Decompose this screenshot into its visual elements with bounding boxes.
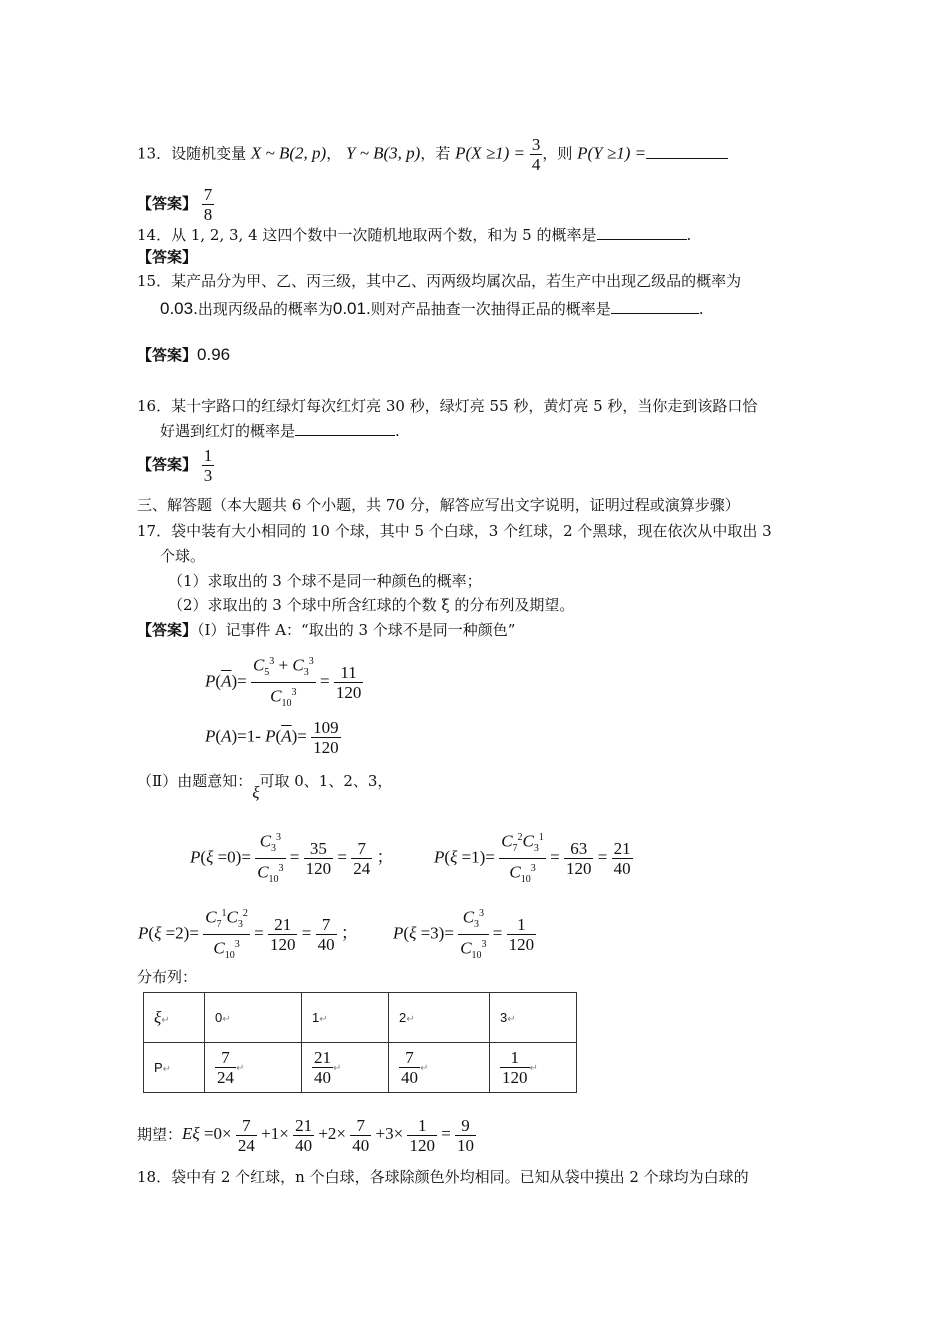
section-heading: 三、解答题（本大题共 6 个小题，共 70 分，解答应写出文字说明，证明过程或演算步骤） <box>137 496 740 514</box>
answer-blank <box>295 421 395 436</box>
formula-p0: P(ξ =0)= $\frac{C_3^3}{C_{10}^3}$ = $\frac{35}{120}$ = $\frac{7}{24}$ ； <box>190 828 393 889</box>
answer-blank <box>611 299 699 314</box>
table-cell: 2↵ <box>389 993 490 1043</box>
q14-answer: 【答案】 <box>137 248 198 266</box>
formula-p1: P(ξ =1)= $\frac{C_7^2C_3^1}{C_{10}^3}$ = $\frac{63}{120}$ = $\frac{21}{40}$ <box>434 828 633 889</box>
table-cell: 3↵ <box>490 993 577 1043</box>
table-cell: $\frac{1}{120}$ ↵ <box>490 1043 577 1093</box>
q13-line: 13．设随机变量 X ~ B(2, p)， Y ~ B(3, p)，若 P(X ≥1) = $\frac{3}{4}$ ，则 P(Y ≥1) = <box>137 135 728 174</box>
q17-line1: 17．袋中装有大小相同的 10 个球，其中 5 个白球，3 个红球，2 个黑球，现在依次从中取出 3 <box>137 522 772 540</box>
formula-pa: P(A)=1- $P(\overline{A})=$ $\frac{109}{120}$ <box>205 718 339 757</box>
answer-blank <box>597 225 687 240</box>
q17-sub2: （2）求取出的 3 个球中所含红球的个数 ξ 的分布列及期望。 <box>168 596 575 614</box>
formula-p3: P(ξ =3)= $\frac{C_3^3}{C_{10}^3}$ = $\frac{1}{120}$ <box>393 904 536 965</box>
q15-line2: 0.03.出现丙级品的概率为0.01.则对产品抽查一次抽得正品的概率是 . <box>160 299 704 318</box>
q16-answer: 【答案】 $\frac{1}{3}$ <box>137 446 213 485</box>
q15-answer: 【答案】0.96 <box>137 345 231 364</box>
answer-blank <box>646 144 728 159</box>
table-row <box>144 993 577 1043</box>
expectation-line: 期望：Eξ =0× $\frac{7}{24}$ +1× $\frac{21}{40}$ +2× $\frac{7}{40}$ +3× $\frac{1}{120}$ = $\frac{9}{10}$ <box>137 1116 475 1155</box>
q17-line2: 个球。 <box>160 547 206 565</box>
q18-line1: 18．袋中有 2 个红球，n 个白球，各球除颜色外均相同。已知从袋中摸出 2 个球均为白球的 <box>137 1168 749 1186</box>
dist-label: 分布列： <box>137 968 198 986</box>
q17-part2: （Ⅱ）由题意知：ξ可取 0、1、2、3， <box>137 772 393 802</box>
formula-pa-bar: $P(\overline{A})=$ $\frac{C_5^3 + C_3^3}{C_{10}^3}$ = $\frac{11}{120}$ <box>205 652 363 713</box>
table-cell: $\frac{21}{40}$ ↵ <box>302 1043 389 1093</box>
distribution-table <box>143 992 577 1093</box>
q16-line2: 好遇到红灯的概率是 . <box>160 422 400 440</box>
q13-fraction: $\frac{3}{4}$ <box>531 135 541 174</box>
formula-p2: P(ξ =2)= $\frac{C_7^1C_3^2}{C_{10}^3}$ = $\frac{21}{120}$ = $\frac{7}{40}$ ； <box>138 904 358 965</box>
table-cell: $\frac{7}{24}$ ↵ <box>205 1043 302 1093</box>
q14-line: 14．从 1, 2, 3, 4 这四个数中一次随机地取两个数，和为 5 的概率是 . <box>137 226 692 244</box>
q17-sub1: （1）求取出的 3 个球不是同一种颜色的概率； <box>168 572 482 590</box>
table-cell: 1↵ <box>302 993 389 1043</box>
q15-line1: 15．某产品分为甲、乙、丙三级，其中乙、丙两级均属次品，若生产中出现乙级品的概率为 <box>137 272 742 290</box>
table-cell: P↵ <box>144 1043 205 1093</box>
table-cell: ξ↵ <box>144 993 205 1043</box>
table-row <box>144 1043 577 1093</box>
q16-line1: 16．某十字路口的红绿灯每次红灯亮 30 秒，绿灯亮 55 秒，黄灯亮 5 秒，当你走到该路口恰 <box>137 397 758 415</box>
q17-answer-intro: 【答案】（Ⅰ）记事件 A：“取出的 3 个球不是同一种颜色” <box>137 621 516 639</box>
table-cell: 0↵ <box>205 993 302 1043</box>
table-cell: $\frac{7}{40}$ ↵ <box>389 1043 490 1093</box>
q13-answer: 【答案】 $\frac{7}{8}$ <box>137 185 213 224</box>
